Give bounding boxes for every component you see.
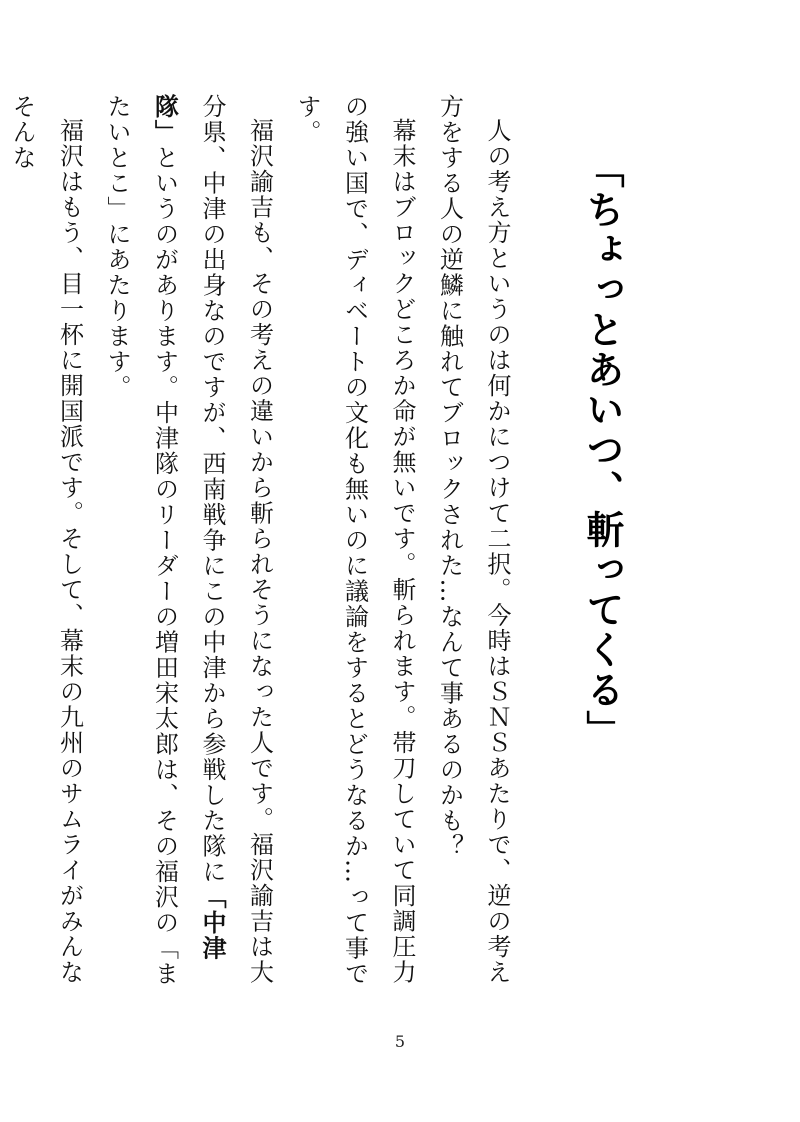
paragraph-2: 幕末はブロックどころか命が無いです。斬られます。帯刀していて同調圧力の強い国で、ディベートの文化も無いのに議論をするとどうなるか…って事です。 [293,94,416,987]
paragraph-3-after: というのがあります。中津隊のリーダーの増田宋太郎は、その福沢の「またいとこ」にあたります。 [103,94,179,987]
paragraph-4: 福沢はもう、目一杯に開国派です。そして、幕末の九州のサムライがみんなそんな [8,94,84,985]
paragraph-3 [93,94,283,994]
chapter-title: 「ちょっとあいつ、斬ってくる」 [580,150,624,750]
body-text [8,94,520,994]
page-number: 5 [394,1032,406,1051]
paragraph-3-before: 福沢諭吉も、その考えの違いから斬られそうになった人です。福沢諭吉は大分県、中津の出身なのですが、西南戦争にこの中津から参戦した隊に [198,94,274,985]
paragraph-1: 人の考え方というのは何かにつけて二択。今時はＳＮＳあたりで、逆の考え方をする人の逆鱗に触れてブロックされた…なんて事あるのかも？ [435,94,511,985]
nakatsu-unit-emphasis: 「中津隊」 [150,94,226,961]
